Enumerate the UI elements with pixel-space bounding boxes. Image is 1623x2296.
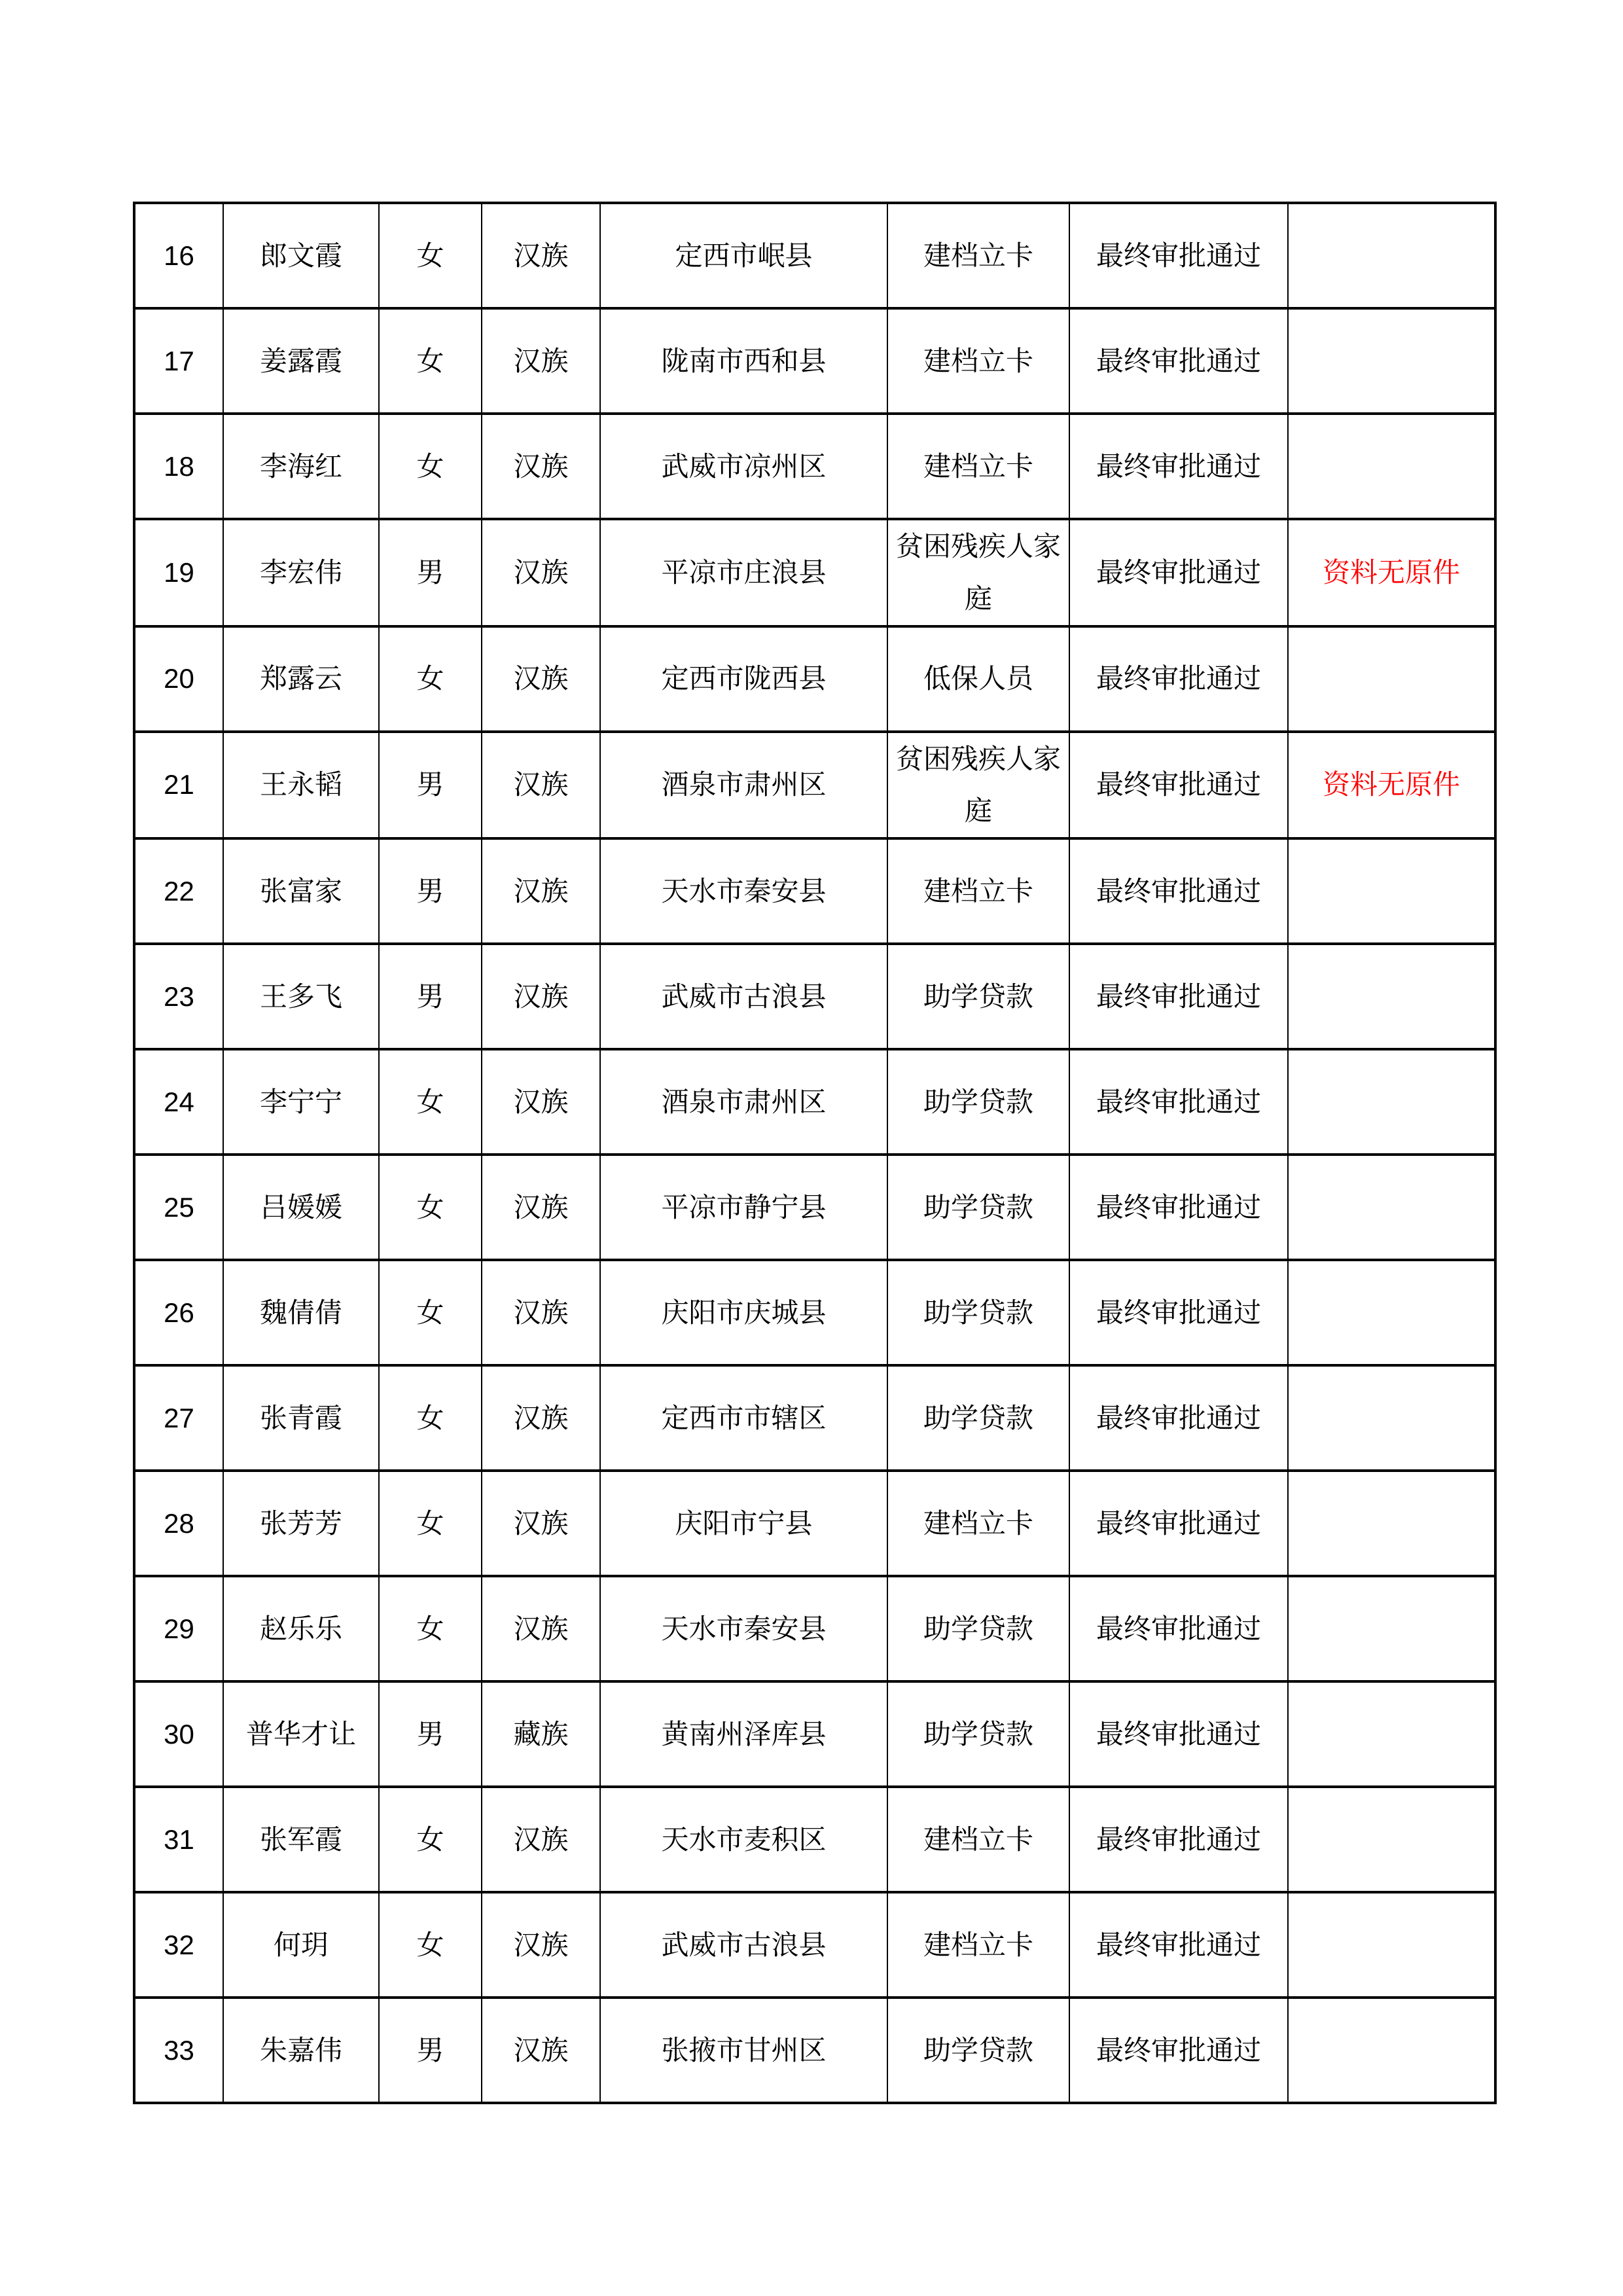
cell-origin-place: 武威市古浪县 (600, 1892, 887, 1998)
cell-category: 助学贷款 (887, 1998, 1069, 2103)
cell-origin-place: 天水市秦安县 (600, 1576, 887, 1681)
cell-gender: 女 (379, 626, 482, 732)
cell-category: 助学贷款 (887, 1576, 1069, 1681)
cell-name: 王多飞 (223, 944, 379, 1049)
cell-ethnicity: 汉族 (482, 1049, 600, 1155)
cell-approval-status: 最终审批通过 (1069, 1892, 1288, 1998)
cell-gender: 男 (379, 732, 482, 839)
cell-gender: 女 (379, 1471, 482, 1576)
cell-name: 张青霞 (223, 1365, 379, 1471)
cell-approval-status: 最终审批通过 (1069, 1998, 1288, 2103)
cell-category: 助学贷款 (887, 1049, 1069, 1155)
cell-origin-place: 平凉市庄浪县 (600, 519, 887, 626)
cell-origin-place: 庆阳市宁县 (600, 1471, 887, 1576)
cell-name: 李海红 (223, 414, 379, 519)
table-row (134, 308, 1495, 414)
cell-approval-status: 最终审批通过 (1069, 1049, 1288, 1155)
table-row (134, 626, 1495, 732)
cell-row-number: 16 (134, 203, 223, 308)
cell-category: 低保人员 (887, 626, 1069, 732)
cell-remark (1288, 1892, 1495, 1998)
cell-ethnicity: 汉族 (482, 1998, 600, 2103)
cell-category: 建档立卡 (887, 1787, 1069, 1892)
cell-remark (1288, 1471, 1495, 1576)
cell-approval-status: 最终审批通过 (1069, 1155, 1288, 1260)
cell-row-number: 33 (134, 1998, 223, 2103)
cell-category: 建档立卡 (887, 1892, 1069, 1998)
cell-origin-place: 武威市古浪县 (600, 944, 887, 1049)
table-row (134, 1049, 1495, 1155)
cell-ethnicity: 汉族 (482, 203, 600, 308)
cell-ethnicity: 汉族 (482, 944, 600, 1049)
cell-category: 贫困残疾人家庭 (887, 732, 1069, 839)
cell-ethnicity: 汉族 (482, 1892, 600, 1998)
cell-remark (1288, 1260, 1495, 1365)
cell-gender: 女 (379, 203, 482, 308)
cell-row-number: 21 (134, 732, 223, 839)
cell-category: 建档立卡 (887, 838, 1069, 944)
cell-gender: 女 (379, 1155, 482, 1260)
cell-remark (1288, 1365, 1495, 1471)
cell-name: 郎文霞 (223, 203, 379, 308)
cell-approval-status: 最终审批通过 (1069, 414, 1288, 519)
cell-remark (1288, 838, 1495, 944)
cell-row-number: 27 (134, 1365, 223, 1471)
cell-row-number: 28 (134, 1471, 223, 1576)
cell-approval-status: 最终审批通过 (1069, 203, 1288, 308)
table-row (134, 944, 1495, 1049)
cell-ethnicity: 汉族 (482, 519, 600, 626)
table-row (134, 1365, 1495, 1471)
table-row (134, 519, 1495, 626)
cell-approval-status: 最终审批通过 (1069, 1471, 1288, 1576)
cell-gender: 女 (379, 1576, 482, 1681)
cell-origin-place: 庆阳市庆城县 (600, 1260, 887, 1365)
cell-ethnicity: 汉族 (482, 308, 600, 414)
cell-origin-place: 陇南市西和县 (600, 308, 887, 414)
cell-name: 朱嘉伟 (223, 1998, 379, 2103)
cell-name: 张富家 (223, 838, 379, 944)
cell-category: 助学贷款 (887, 944, 1069, 1049)
cell-category: 建档立卡 (887, 1471, 1069, 1576)
cell-ethnicity: 汉族 (482, 1155, 600, 1260)
cell-name: 李宁宁 (223, 1049, 379, 1155)
cell-row-number: 18 (134, 414, 223, 519)
cell-row-number: 22 (134, 838, 223, 944)
cell-approval-status: 最终审批通过 (1069, 838, 1288, 944)
cell-category: 助学贷款 (887, 1681, 1069, 1787)
table-row (134, 838, 1495, 944)
cell-approval-status: 最终审批通过 (1069, 944, 1288, 1049)
cell-name: 何玥 (223, 1892, 379, 1998)
cell-approval-status: 最终审批通过 (1069, 1365, 1288, 1471)
cell-origin-place: 黄南州泽库县 (600, 1681, 887, 1787)
cell-origin-place: 武威市凉州区 (600, 414, 887, 519)
cell-ethnicity: 汉族 (482, 1260, 600, 1365)
cell-remark (1288, 626, 1495, 732)
cell-gender: 男 (379, 519, 482, 626)
table-row (134, 1998, 1495, 2103)
cell-name: 魏倩倩 (223, 1260, 379, 1365)
cell-ethnicity: 汉族 (482, 1787, 600, 1892)
table-row (134, 1681, 1495, 1787)
cell-gender: 男 (379, 1681, 482, 1787)
cell-origin-place: 定西市陇西县 (600, 626, 887, 732)
cell-remark (1288, 1049, 1495, 1155)
table-body (134, 203, 1495, 2103)
cell-remark: 资料无原件 (1288, 519, 1495, 626)
cell-gender: 女 (379, 1049, 482, 1155)
cell-name: 李宏伟 (223, 519, 379, 626)
cell-category: 贫困残疾人家庭 (887, 519, 1069, 626)
cell-approval-status: 最终审批通过 (1069, 1260, 1288, 1365)
cell-row-number: 20 (134, 626, 223, 732)
cell-row-number: 30 (134, 1681, 223, 1787)
cell-origin-place: 张掖市甘州区 (600, 1998, 887, 2103)
cell-gender: 女 (379, 308, 482, 414)
cell-remark (1288, 414, 1495, 519)
cell-name: 张军霞 (223, 1787, 379, 1892)
cell-remark (1288, 944, 1495, 1049)
cell-origin-place: 天水市麦积区 (600, 1787, 887, 1892)
cell-name: 郑露云 (223, 626, 379, 732)
table-row (134, 414, 1495, 519)
table-row (134, 1576, 1495, 1681)
cell-approval-status: 最终审批通过 (1069, 1681, 1288, 1787)
cell-gender: 女 (379, 1787, 482, 1892)
cell-gender: 女 (379, 1892, 482, 1998)
cell-ethnicity: 汉族 (482, 414, 600, 519)
cell-category: 助学贷款 (887, 1365, 1069, 1471)
cell-name: 王永韬 (223, 732, 379, 839)
cell-row-number: 24 (134, 1049, 223, 1155)
cell-origin-place: 酒泉市肃州区 (600, 732, 887, 839)
table-row (134, 1787, 1495, 1892)
table-row (134, 1892, 1495, 1998)
cell-gender: 男 (379, 838, 482, 944)
cell-approval-status: 最终审批通过 (1069, 519, 1288, 626)
cell-name: 姜露霞 (223, 308, 379, 414)
cell-ethnicity: 汉族 (482, 1576, 600, 1681)
cell-remark (1288, 1576, 1495, 1681)
cell-category: 建档立卡 (887, 414, 1069, 519)
cell-approval-status: 最终审批通过 (1069, 1576, 1288, 1681)
table-row (134, 1155, 1495, 1260)
cell-origin-place: 天水市秦安县 (600, 838, 887, 944)
cell-gender: 男 (379, 944, 482, 1049)
cell-gender: 女 (379, 414, 482, 519)
cell-name: 普华才让 (223, 1681, 379, 1787)
cell-gender: 女 (379, 1260, 482, 1365)
cell-approval-status: 最终审批通过 (1069, 308, 1288, 414)
cell-name: 吕媛媛 (223, 1155, 379, 1260)
cell-ethnicity: 藏族 (482, 1681, 600, 1787)
cell-category: 助学贷款 (887, 1260, 1069, 1365)
cell-remark (1288, 1681, 1495, 1787)
cell-row-number: 26 (134, 1260, 223, 1365)
table-row (134, 732, 1495, 839)
cell-row-number: 17 (134, 308, 223, 414)
cell-remark (1288, 308, 1495, 414)
cell-remark: 资料无原件 (1288, 732, 1495, 839)
cell-row-number: 32 (134, 1892, 223, 1998)
cell-origin-place: 定西市市辖区 (600, 1365, 887, 1471)
cell-category: 建档立卡 (887, 308, 1069, 414)
student-aid-approval-table (133, 202, 1497, 2104)
cell-ethnicity: 汉族 (482, 838, 600, 944)
cell-approval-status: 最终审批通过 (1069, 1787, 1288, 1892)
cell-ethnicity: 汉族 (482, 626, 600, 732)
cell-row-number: 23 (134, 944, 223, 1049)
table-row (134, 203, 1495, 308)
cell-row-number: 31 (134, 1787, 223, 1892)
cell-approval-status: 最终审批通过 (1069, 626, 1288, 732)
cell-gender: 男 (379, 1998, 482, 2103)
cell-ethnicity: 汉族 (482, 1471, 600, 1576)
cell-row-number: 29 (134, 1576, 223, 1681)
cell-name: 张芳芳 (223, 1471, 379, 1576)
cell-ethnicity: 汉族 (482, 1365, 600, 1471)
cell-gender: 女 (379, 1365, 482, 1471)
cell-origin-place: 定西市岷县 (600, 203, 887, 308)
cell-row-number: 19 (134, 519, 223, 626)
cell-remark (1288, 1998, 1495, 2103)
cell-approval-status: 最终审批通过 (1069, 732, 1288, 839)
cell-remark (1288, 1155, 1495, 1260)
table-row (134, 1260, 1495, 1365)
cell-category: 建档立卡 (887, 203, 1069, 308)
cell-category: 助学贷款 (887, 1155, 1069, 1260)
cell-ethnicity: 汉族 (482, 732, 600, 839)
table-row (134, 1471, 1495, 1576)
cell-remark (1288, 1787, 1495, 1892)
cell-origin-place: 平凉市静宁县 (600, 1155, 887, 1260)
cell-row-number: 25 (134, 1155, 223, 1260)
cell-name: 赵乐乐 (223, 1576, 379, 1681)
cell-origin-place: 酒泉市肃州区 (600, 1049, 887, 1155)
cell-remark (1288, 203, 1495, 308)
